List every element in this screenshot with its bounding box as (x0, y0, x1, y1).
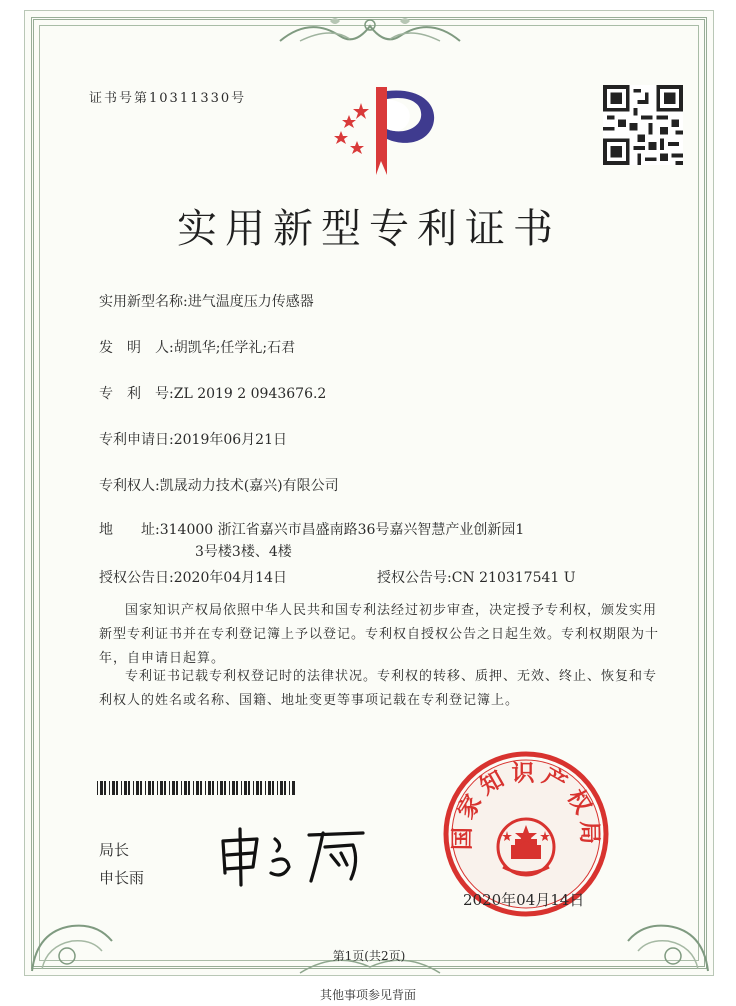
field-value: ZL 2019 2 0943676.2 (173, 386, 327, 402)
field-label: 专利申请日: (99, 432, 174, 448)
field-label: 专 利 号: (99, 386, 174, 402)
field-address-line2: 3号楼3楼、4楼 (195, 544, 292, 560)
paragraph-line: 利权人的姓名或名称、国籍、地址变更等事项记载在专利登记簿上。 (99, 693, 520, 708)
field-value: 胡凯华;任学礼;石君 (173, 340, 296, 356)
field-filing-date (99, 429, 287, 449)
field-label: 地 址: (99, 522, 160, 538)
field-patent-number (99, 383, 326, 403)
certificate-title: 实用新型专利证书 (177, 206, 561, 252)
field-label: 授权公告号: (377, 570, 452, 586)
field-label: 专利权人: (99, 478, 160, 494)
field-value: CN 210317541 U (451, 570, 576, 586)
seal-text: 国家知识产权局 (449, 760, 603, 851)
certificate (24, 10, 714, 976)
director-name: 申长雨 (99, 869, 145, 887)
field-value: 凯晟动力技术(嘉兴)有限公司 (159, 478, 339, 494)
top-ornament (270, 11, 470, 51)
director-signature (213, 821, 383, 891)
field-announce-date (99, 567, 287, 587)
field-label: 实用新型名称: (99, 294, 188, 310)
field-utility-model-name (99, 291, 314, 311)
field-value: 314000 浙江省嘉兴市昌盛南路36号嘉兴智慧产业创新园1 (159, 522, 525, 538)
field-value: 进气温度压力传感器 (187, 294, 314, 310)
seal-date: 2020年04月14日 (463, 891, 585, 909)
qr-code-icon (603, 85, 683, 165)
field-label: 授权公告日: (99, 570, 174, 586)
field-patentee (99, 475, 339, 495)
cnipa-logo-icon (321, 81, 441, 181)
field-address (99, 519, 524, 539)
field-value: 2020年04月14日 (173, 570, 287, 586)
field-label: 发 明 人: (99, 340, 174, 356)
field-announce-number (377, 567, 576, 587)
bottom-right-ornament (623, 911, 713, 975)
grant-paragraph (99, 599, 659, 671)
footer-note: 其他事项参见背面 (319, 988, 416, 1002)
barcode-icon (97, 781, 297, 795)
paragraph-line: 年，自申请日起算。 (99, 651, 226, 666)
certificate-number: 证书号第10311330号 (89, 91, 247, 106)
bottom-left-ornament (27, 911, 117, 975)
field-value: 2019年06月21日 (173, 432, 287, 448)
paragraph-line: 国家知识产权局依照中华人民共和国专利法经过初步审查，决定授予专利权，颁发实用 (125, 603, 658, 618)
paragraph-line: 新型专利证书并在专利登记簿上予以登记。专利权自授权公告之日起生效。专利权期限为十 (99, 627, 660, 642)
director-title: 局长 (99, 841, 130, 859)
field-inventors (99, 337, 295, 357)
page-number: 第1页(共2页) (332, 949, 406, 963)
legal-status-paragraph (99, 665, 659, 713)
paragraph-line: 专利证书记载专利权登记时的法律状况。专利权的转移、质押、无效、终止、恢复和专 (125, 669, 658, 684)
